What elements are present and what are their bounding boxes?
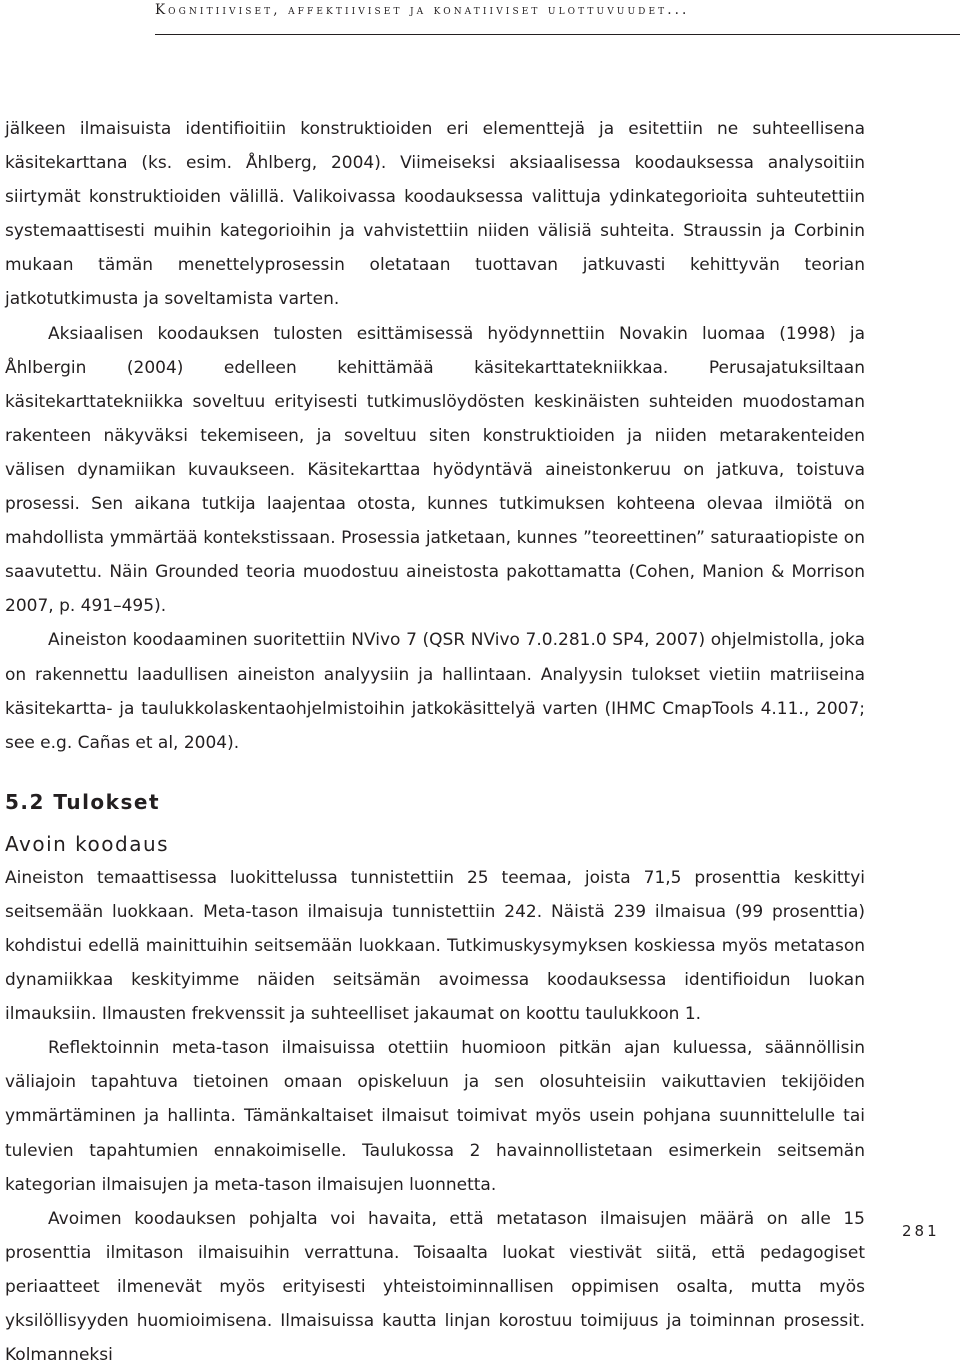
paragraph-6: Avoimen koodauksen pohjalta voi havaita, että metatason ilmaisujen määrä on alle 15 prosenttia ilmitason ilmaisuihin verrattuna. Toisaalta luokat viestivät siitä, että pedagogiset periaatteet ilmenevät myös erityisesti yhteistoiminnallisen oppimisen osalta, mutta myös yksilöllisyyden huomioimisena. Ilmaisuissa kautta linjan korostuu toimijuus ja toiminnan prosessit. Kolmanneksi: [5, 1208, 865, 1366]
paragraph-2: Aksiaalisen koodauksen tulosten esittämisessä hyödynnettiin Novakin luomaa (1998) ja Åhlbergin (2004) edelleen kehittämää käsitekarttatekniikkaa. Perusajatuksiltaan käsitekarttatekniikka soveltuu erityisesti tutkimuslöydösten keskinäisten suhteiden muodostaman rakenteen näkyväksi tekemiseen, ja soveltuu siten konstruktioiden ja niiden metarakenteiden välisen dynamiikan kuvaukseen. Käsitekarttaa hyödyntävä aineistonkeruu on jatkuva, toistuva prosessi. Sen aikana tutkija laajentaa otosta, kunnes tutkimuksen kohteena olevaa ilmiötä on mahdollista ymmärtää kontekstissaan. Prosessia jatketaan, kunnes ”teoreettinen” saturaatiopiste on saavutettu. Näin Grounded teoria muodostuu aineistosta pakottamatta (Cohen, Manion & Morrison 2007, p. 491–495).: [5, 323, 865, 617]
running-header: Kognitiiviset, affektiiviset ja konatiiviset ulottuvuudet...: [155, 2, 690, 18]
paragraph-1: jälkeen ilmaisuista identifioitiin konstruktioiden eri elementtejä ja esitettiin ne suhteellisena käsitekarttana (ks. esim. Åhlberg, 2004). Viimeiseksi aksiaalisessa koodauksessa analysoitiin siirtymät konstruktioiden välillä. Valikoivassa koodauksessa valittuja ydinkategorioita suhteutettiin systemaattisesti muihin kategorioihin ja vahvistettiin niiden välisiä suhteita. Straussin ja Corbinin mukaan tämän menettelyprosessin oletataan tuottavan jatkuvasti kehittyvän teorian jatkotutkimusta ja soveltamista varten.: [5, 119, 865, 310]
header-rule: [155, 34, 960, 35]
paragraph-4: Aineiston temaattisessa luokittelussa tunnistettiin 25 teemaa, joista 71,5 prosenttia keskittyi seitsemään luokkaan. Meta-tason ilmaisuja tunnistettiin 242. Näistä 239 ilmaisua (99 prosenttia) kohdistui edellä mainittuihin seitsemään luokkaan. Tutkimuskysymyksen koskiessa myös metatason dynamiikkaa keskityimme näiden seitsämän avoimessa koodauksessa identifioidun luokan ilmauksiin. Ilmausten frekvenssit ja suhteelliset jakaumat on koottu taulukkoon 1.: [5, 867, 865, 1025]
page-number: 281: [902, 1222, 940, 1240]
paragraph-5: Reflektoinnin meta-tason ilmaisuissa otettiin huomioon pitkän ajan kuluessa, säännöllisin väliajoin tapahtuva tietoinen omaan opiskeluun ja sen olosuhteisiin vaikuttavien tekijöiden ymmärtäminen ja hallinta. Tämänkaltaiset ilmaisut toimivat myös usein pohjana suunnittelulle tai tulevien tapahtumien ennakoimiselle. Taulukossa 2 havainnollistetaan esimerkein seitsemän kategorian ilmaisujen ja meta-tason ilmaisujen luonnetta.: [5, 1038, 865, 1195]
section-heading: 5.2 Tulokset: [5, 789, 161, 814]
paragraph-3: Aineiston koodaaminen suoritettiin NVivo 7 (QSR NVivo 7.0.281.0 SP4, 2007) ohjelmistolla, joka on rakennettu laadullisen aineiston analyysiin ja hallintaan. Analyysin tulokset vietiin matriiseina käsitekartta- ja taulukkolaskentaohjelmistoihin jatkokäsittelyä varten (IHMC CmapTools 4.11., 2007; see e.g. Cañas et al, 2004).: [5, 630, 865, 753]
subsection-heading: Avoin koodaus: [5, 831, 170, 856]
page-body: [5, 112, 865, 1372]
